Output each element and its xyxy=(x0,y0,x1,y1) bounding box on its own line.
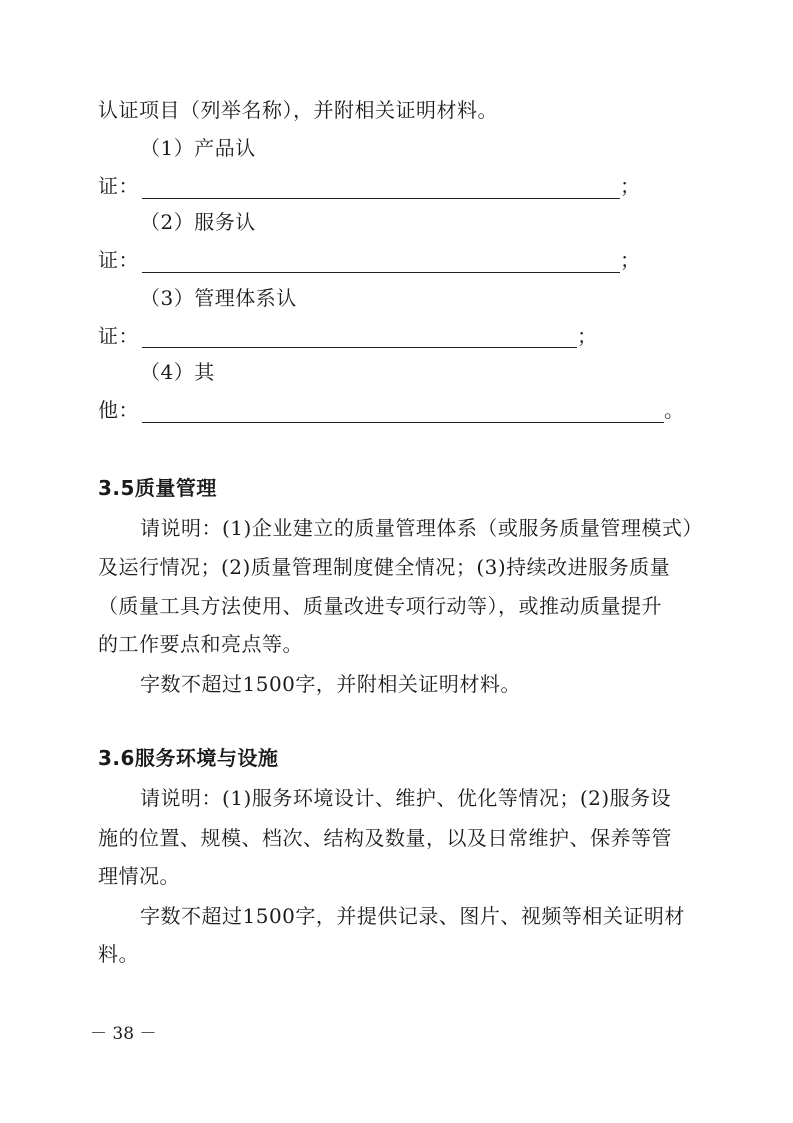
section-3-5-note: 字数不超过1500字，并附相关证明材料。 xyxy=(140,672,521,696)
cert-service-blank[interactable] xyxy=(142,272,620,273)
cert-service-label: （2）服务认 xyxy=(140,210,256,234)
cert-service-end: ； xyxy=(620,248,641,272)
section-3-6-heading: 3.6服务环境与设施 xyxy=(98,746,279,770)
cert-product-end: ； xyxy=(620,174,641,198)
cert-management-label: （3）管理体系认 xyxy=(140,286,297,310)
section-3-6-line-3: 理情况。 xyxy=(98,864,180,888)
page-number: － 38 － xyxy=(90,1024,157,1044)
cert-management-prefix: 证： xyxy=(98,324,139,348)
section-3-6-line-2: 施的位置、规模、档次、结构及数量，以及日常维护、保养等管 xyxy=(98,826,672,850)
section-3-5-line-1: 请说明：(1)企业建立的质量管理体系（或服务质量管理模式） xyxy=(140,516,703,540)
cert-management-blank[interactable] xyxy=(142,347,577,348)
cert-other-prefix: 他： xyxy=(98,398,139,422)
section-3-6-note-line-1: 字数不超过1500字，并提供记录、图片、视频等相关证明材 xyxy=(140,904,685,928)
cert-product-prefix: 证： xyxy=(98,174,139,198)
section-3-5-line-3: （质量工具方法使用、质量改进专项行动等），或推动质量提升 xyxy=(98,594,662,618)
section-3-5-line-4: 的工作要点和亮点等。 xyxy=(98,632,303,656)
cert-other-end: 。 xyxy=(664,398,685,422)
section-3-6-note-line-2: 料。 xyxy=(98,942,139,966)
intro-text: 认证项目（列举名称），并附相关证明材料。 xyxy=(98,98,498,122)
cert-management-end: ； xyxy=(577,324,598,348)
cert-product-label: （1）产品认 xyxy=(140,136,256,160)
cert-service-prefix: 证： xyxy=(98,248,139,272)
section-3-5-line-2: 及运行情况；(2)质量管理制度健全情况；(3)持续改进服务质量 xyxy=(98,555,671,579)
cert-other-label: （4）其 xyxy=(140,360,215,384)
cert-product-blank[interactable] xyxy=(142,198,620,199)
section-3-6-line-1: 请说明：(1)服务环境设计、维护、优化等情况；(2)服务设 xyxy=(140,786,672,810)
section-3-5-heading: 3.5质量管理 xyxy=(98,476,217,500)
cert-other-blank[interactable] xyxy=(142,422,664,423)
